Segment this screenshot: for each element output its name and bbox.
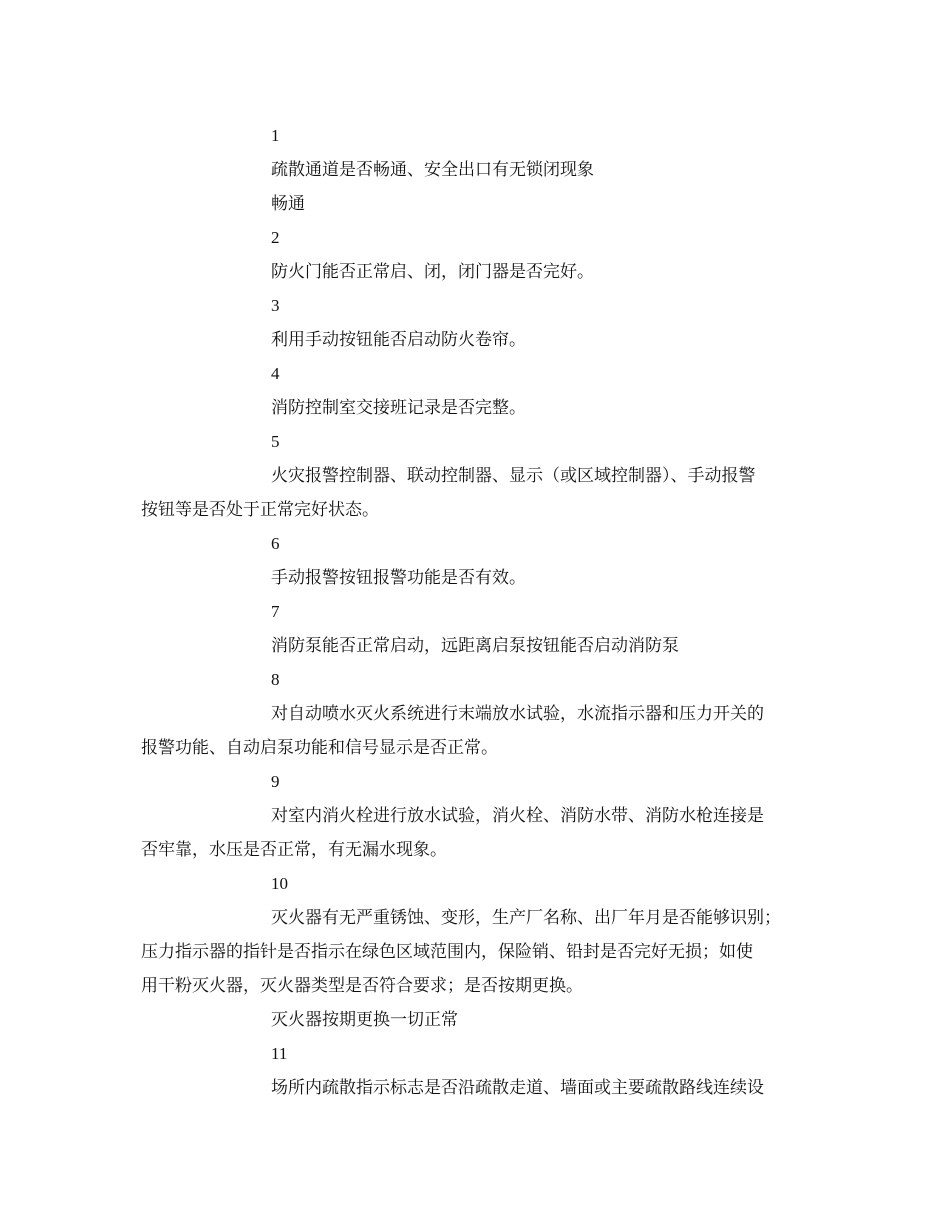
item-text-continued: 用干粉灭火器，灭火器类型是否符合要求；是否按期更换。 bbox=[141, 976, 583, 996]
item-text: 消防泵能否正常启动，远距离启泵按钮能否启动消防泵 bbox=[271, 636, 679, 656]
item-number: 7 bbox=[271, 602, 280, 621]
item-text: 场所内疏散指示标志是否沿疏散走道、墙面或主要疏散路线连续设 bbox=[271, 1078, 764, 1098]
item-text: 疏散通道是否畅通、安全出口有无锁闭现象 bbox=[271, 160, 594, 180]
item-text-continued: 否牢靠，水压是否正常，有无漏水现象。 bbox=[141, 840, 447, 860]
item-text: 防火门能否正常启、闭，闭门器是否完好。 bbox=[271, 262, 594, 282]
item-text-continued: 压力指示器的指针是否指示在绿色区域范围内，保险销、铅封是否完好无损；如使 bbox=[141, 942, 753, 962]
item-number: 1 bbox=[271, 126, 280, 145]
item-number: 5 bbox=[271, 432, 280, 451]
item-number: 11 bbox=[271, 1044, 288, 1063]
item-result: 灭火器按期更换一切正常 bbox=[271, 1010, 458, 1030]
item-text-continued: 按钮等是否处于正常完好状态。 bbox=[141, 500, 379, 520]
item-number: 3 bbox=[271, 296, 280, 315]
item-number: 8 bbox=[271, 670, 280, 689]
item-number: 10 bbox=[271, 874, 288, 893]
item-number: 4 bbox=[271, 364, 280, 383]
item-text: 手动报警按钮报警功能是否有效。 bbox=[271, 568, 526, 588]
item-result: 畅通 bbox=[271, 194, 305, 214]
item-number: 2 bbox=[271, 228, 280, 247]
item-text: 对自动喷水灭火系统进行末端放水试验，水流指示器和压力开关的 bbox=[271, 704, 764, 724]
document-body bbox=[141, 119, 811, 1105]
item-text: 消防控制室交接班记录是否完整。 bbox=[271, 398, 526, 418]
item-number: 6 bbox=[271, 534, 280, 553]
item-number: 9 bbox=[271, 772, 280, 791]
item-text: 对室内消火栓进行放水试验，消火栓、消防水带、消防水枪连接是 bbox=[271, 806, 764, 826]
item-text-continued: 报警功能、自动启泵功能和信号显示是否正常。 bbox=[141, 738, 498, 758]
item-text: 火灾报警控制器、联动控制器、显示（或区域控制器）、手动报警 bbox=[271, 466, 756, 486]
item-text: 利用手动按钮能否启动防火卷帘。 bbox=[271, 330, 526, 350]
item-text: 灭火器有无严重锈蚀、变形，生产厂名称、出厂年月是否能够识别； bbox=[271, 908, 781, 928]
